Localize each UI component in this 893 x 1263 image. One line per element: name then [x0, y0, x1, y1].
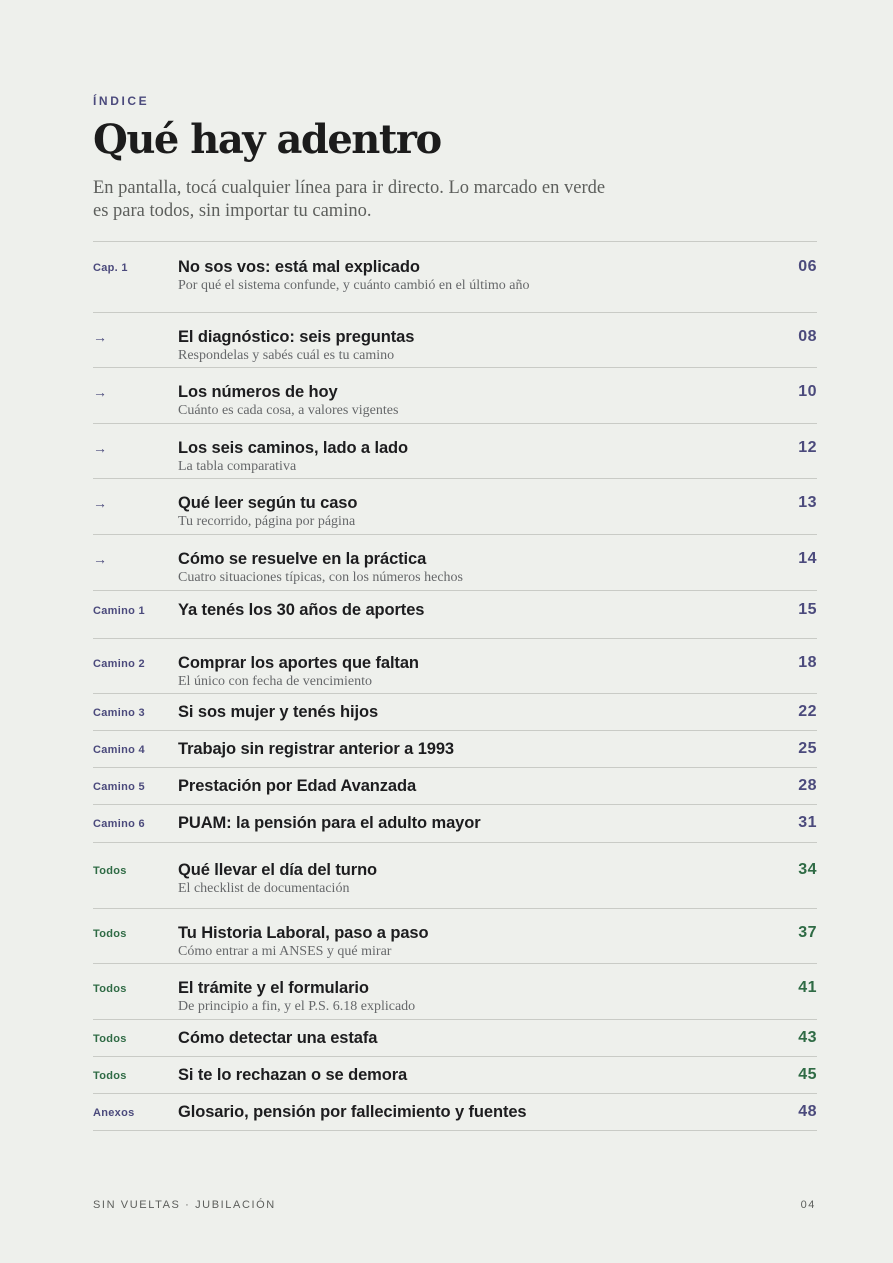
- toc-entry[interactable]: [93, 767, 817, 805]
- entry-title: PUAM: la pensión para el adulto mayor: [178, 814, 481, 832]
- entry-tag: Camino 2: [93, 658, 145, 670]
- toc-entry[interactable]: [93, 693, 817, 731]
- entry-title: Tu Historia Laboral, paso a paso: [178, 924, 429, 942]
- entry-page-number: 43: [798, 1029, 817, 1046]
- footer-publication: SIN VUELTAS · JUBILACIÓN: [93, 1199, 276, 1211]
- entry-page-number: 37: [798, 924, 817, 941]
- entry-title: Qué leer según tu caso: [178, 494, 358, 512]
- toc-entry[interactable]: [93, 1093, 817, 1131]
- arrow-icon: →: [93, 329, 108, 345]
- toc-entry[interactable]: [93, 534, 817, 591]
- entry-tag: Camino 6: [93, 818, 145, 830]
- entry-tag: Anexos: [93, 1107, 135, 1119]
- entry-page-number: 12: [798, 439, 817, 456]
- entry-subtitle: Cuánto es cada cosa, a valores vigentes: [178, 403, 399, 418]
- entry-page-number: 31: [798, 814, 817, 831]
- entry-title: No sos vos: está mal explicado: [178, 258, 420, 276]
- toc-entry[interactable]: [93, 478, 817, 535]
- entry-page-number: 08: [798, 328, 817, 345]
- entry-tag: Cap. 1: [93, 262, 128, 274]
- entry-title: Ya tenés los 30 años de aportes: [178, 601, 425, 619]
- entry-page-number: 48: [798, 1103, 817, 1120]
- entry-page-number: 06: [798, 258, 817, 275]
- entry-tag: Todos: [93, 983, 127, 995]
- entry-page-number: 14: [798, 550, 817, 567]
- entry-tag: Camino 3: [93, 707, 145, 719]
- toc-entry[interactable]: [93, 590, 817, 639]
- toc-entry[interactable]: [93, 842, 817, 909]
- entry-page-number: 41: [798, 979, 817, 996]
- entry-tag: Camino 4: [93, 744, 145, 756]
- arrow-icon: →: [93, 384, 108, 400]
- entry-title: Los números de hoy: [178, 383, 338, 401]
- entry-page-number: 15: [798, 601, 817, 618]
- entry-title: Qué llevar el día del turno: [178, 861, 378, 879]
- toc-entry[interactable]: [93, 730, 817, 768]
- entry-subtitle: Cómo entrar a mi ANSES y qué mirar: [178, 944, 392, 959]
- entry-title: Cómo se resuelve en la práctica: [178, 550, 427, 568]
- entry-subtitle: Por qué el sistema confunde, y cuánto cambió en el último año: [178, 278, 530, 293]
- entry-title: Cómo detectar una estafa: [178, 1029, 378, 1047]
- page-title: Qué hay adentro: [93, 116, 441, 163]
- entry-page-number: 13: [798, 494, 817, 511]
- entry-title: Glosario, pensión por fallecimiento y fuentes: [178, 1103, 527, 1121]
- toc-entry[interactable]: [93, 1056, 817, 1094]
- entry-page-number: 22: [798, 703, 817, 720]
- toc-entry[interactable]: [93, 1019, 817, 1057]
- arrow-icon: →: [93, 495, 108, 511]
- entry-tag: Todos: [93, 928, 127, 940]
- entry-subtitle: La tabla comparativa: [178, 459, 297, 474]
- entry-page-number: 25: [798, 740, 817, 757]
- toc-entry[interactable]: [93, 312, 817, 368]
- section-eyebrow: ÍNDICE: [93, 94, 150, 108]
- entry-tag: Todos: [93, 865, 127, 877]
- entry-tag: Camino 1: [93, 605, 145, 617]
- entry-subtitle: El checklist de documentación: [178, 881, 350, 896]
- intro-text: En pantalla, tocá cualquier línea para ir directo. Lo marcado en verde es para todos, sin importar tu camino.: [93, 178, 606, 221]
- arrow-icon: →: [93, 440, 108, 456]
- entry-subtitle: Cuatro situaciones típicas, con los números hechos: [178, 570, 463, 585]
- entry-title: El diagnóstico: seis preguntas: [178, 328, 415, 346]
- arrow-icon: →: [93, 551, 108, 567]
- footer-page-number: 04: [800, 1199, 816, 1211]
- toc-entry[interactable]: [93, 423, 817, 479]
- entry-title: Comprar los aportes que faltan: [178, 654, 419, 672]
- entry-page-number: 18: [798, 654, 817, 671]
- entry-title: Si sos mujer y tenés hijos: [178, 703, 379, 721]
- entry-page-number: 28: [798, 777, 817, 794]
- toc-entry[interactable]: [93, 908, 817, 964]
- toc-entry[interactable]: [93, 638, 817, 694]
- entry-title: Si te lo rechazan o se demora: [178, 1066, 408, 1084]
- entry-page-number: 10: [798, 383, 817, 400]
- toc-entry[interactable]: [93, 804, 817, 843]
- entry-title: El trámite y el formulario: [178, 979, 369, 997]
- entry-page-number: 34: [798, 861, 817, 878]
- entry-title: Trabajo sin registrar anterior a 1993: [178, 740, 455, 758]
- entry-title: Prestación por Edad Avanzada: [178, 777, 417, 795]
- toc-entry[interactable]: [93, 963, 817, 1020]
- entry-tag: Todos: [93, 1070, 127, 1082]
- toc-entry[interactable]: [93, 242, 817, 313]
- entry-page-number: 45: [798, 1066, 817, 1083]
- entry-tag: Todos: [93, 1033, 127, 1045]
- table-of-contents: [93, 241, 817, 1121]
- toc-entry[interactable]: [93, 367, 817, 424]
- entry-subtitle: Respondelas y sabés cuál es tu camino: [178, 348, 395, 363]
- entry-title: Los seis caminos, lado a lado: [178, 439, 409, 457]
- entry-subtitle: Tu recorrido, página por página: [178, 514, 356, 529]
- entry-subtitle: El único con fecha de vencimiento: [178, 674, 372, 689]
- entry-tag: Camino 5: [93, 781, 145, 793]
- entry-subtitle: De principio a fin, y el P.S. 6.18 explicado: [178, 999, 416, 1014]
